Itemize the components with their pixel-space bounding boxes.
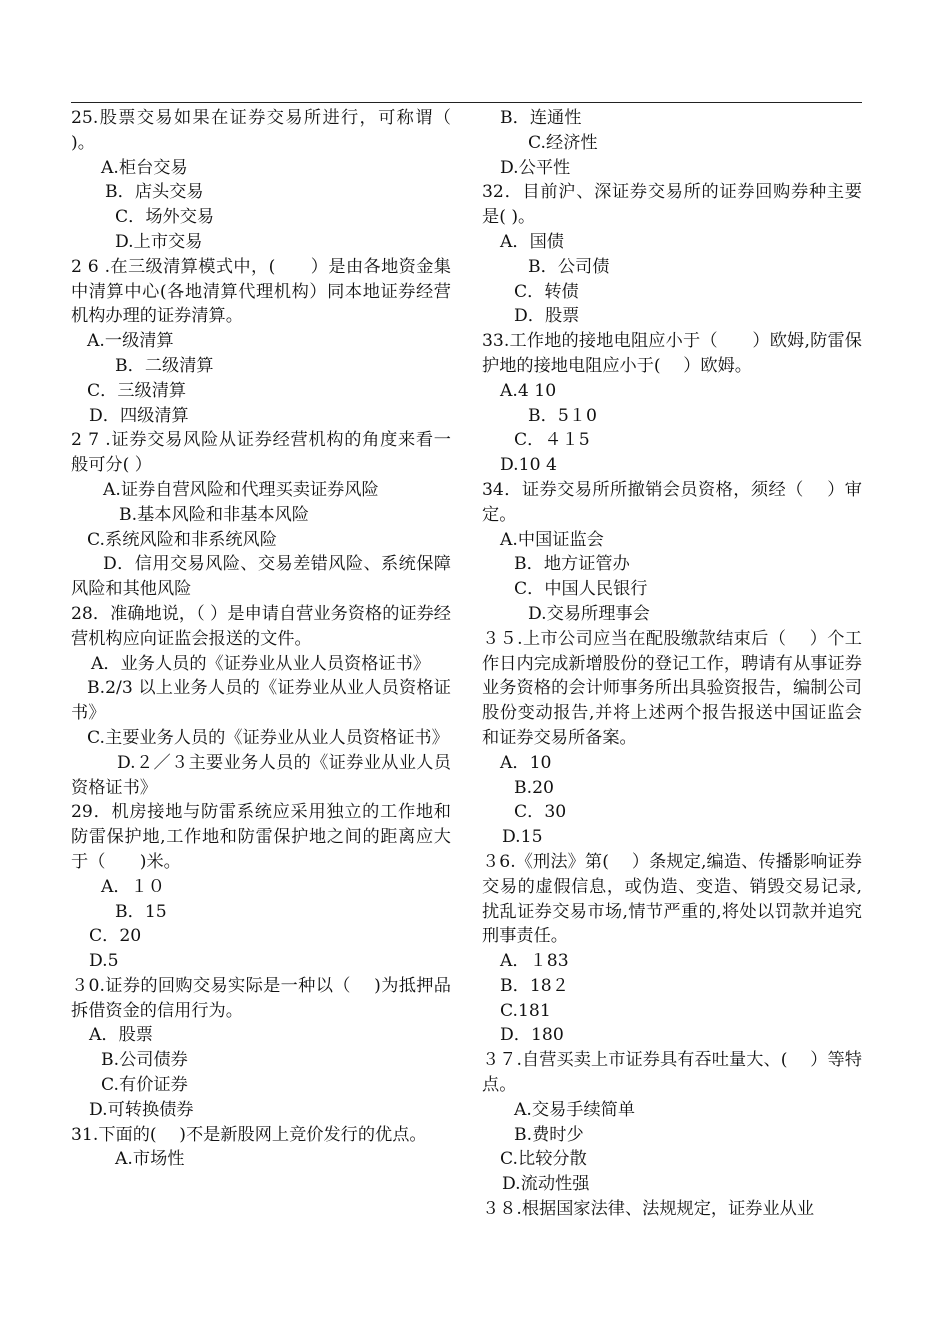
answer-option: C．30	[514, 802, 567, 823]
answer-option: B．二级清算	[115, 355, 214, 376]
answer-option: C．４１5	[514, 430, 590, 451]
answer-option: C．20	[89, 926, 142, 947]
question-text: 32．目前沪、深证券交易所的证券回购券种主要是( )。	[482, 182, 862, 228]
answer-option: C．场外交易	[115, 207, 215, 228]
answer-option: D.交易所理事会	[528, 603, 650, 624]
right-column	[482, 106, 862, 1222]
answer-option: D．信用交易风险、交易差错风险、系统保障风险和其他风险	[71, 554, 451, 600]
question-text: 31.下面的( )不是新股网上竞价发行的优点。	[71, 1124, 427, 1145]
answer-option: B．公司债	[528, 256, 610, 277]
answer-option: C.主要业务人员的《证券业从业人员资格证书》	[87, 727, 449, 748]
answer-option: A.中国证监会	[500, 529, 604, 550]
question-text: ３５.上市公司应当在配股缴款结束后（ ）个工作日内完成新增股份的登记工作，聘请有从事证券业务资格的会计师事务所出具验资报告，编制公司股份变动报告,并将上述两个报告报送中国证监会和证券交易所备案。	[482, 628, 862, 748]
answer-option: C．三级清算	[87, 380, 187, 401]
answer-option: A．１０	[101, 876, 165, 897]
question-text: 2 6 .在三级清算模式中，( ）是由各地资金集中清算中心(各地清算代理机构）同本地证券经营机构办理的证券清算。	[71, 256, 451, 327]
answer-option: A．股票	[89, 1025, 153, 1046]
answer-option: D．180	[500, 1025, 564, 1046]
answer-option: A.一级清算	[87, 331, 174, 352]
answer-option: B．5１0	[528, 405, 597, 426]
question-text: ３6.《刑法》第( ）条规定,编造、传播影响证券交易的虚假信息，或伪造、变造、销毁交易记录,扰乱证券交易市场,情节严重的,将处以罚款并追究刑事责任。	[482, 851, 862, 947]
question-text: 29．机房接地与防雷系统应采用独立的工作地和防雷保护地,工作地和防雷保护地之间的距离应大于（ )米。	[71, 802, 451, 872]
answer-option: A.4 10	[500, 380, 557, 401]
answer-option: D.15	[502, 827, 543, 848]
answer-option: B.费时少	[514, 1124, 584, 1145]
question-text: 33.工作地的接地电阻应小于（ ）欧姆,防雷保护地的接地电阻应小于( ）欧姆。	[482, 331, 862, 376]
answer-option: A．业务人员的《证券业从业人员资格证书》	[91, 653, 430, 674]
question-text: 2 7 .证券交易风险从证券经营机构的角度来看一般可分( ）	[71, 430, 451, 476]
answer-option: B．地方证管办	[514, 554, 630, 575]
answer-option: C.181	[500, 1000, 551, 1021]
question-text: ３７.自营买卖上市证券具有吞吐量大、( ）等特点。	[482, 1050, 862, 1096]
answer-option: C.经济性	[528, 132, 598, 153]
answer-option: B.20	[514, 777, 554, 798]
answer-option: D.上市交易	[115, 231, 203, 252]
answer-option: D.流动性强	[502, 1174, 590, 1195]
answer-option: B.2/3 以上业务人员的《证券业从业人员资格证书》	[71, 678, 451, 724]
answer-option: A.柜台交易	[101, 157, 188, 178]
answer-option: B.公司债券	[101, 1050, 188, 1071]
answer-option: D.公平性	[500, 157, 571, 178]
answer-option: B．15	[115, 901, 167, 922]
question-text: ３８.根据国家法律、法规规定，证券业从业	[482, 1199, 815, 1220]
answer-option: C.有价证券	[101, 1075, 188, 1096]
header-rule	[71, 102, 862, 103]
answer-option: D.5	[89, 951, 119, 972]
answer-option: B．店头交易	[105, 182, 204, 203]
answer-option: A.证券自营风险和代理买卖证券风险	[103, 479, 379, 500]
answer-option: A．10	[500, 752, 552, 773]
answer-option: D.10 4	[500, 455, 557, 476]
answer-option: B．连通性	[500, 108, 582, 128]
answer-option: C.比较分散	[500, 1149, 587, 1170]
answer-option: A.市场性	[115, 1149, 185, 1170]
answer-option: B.基本风险和非基本风险	[119, 504, 309, 525]
question-text: 25.股票交易如果在证券交易所进行，可称谓（ )。	[71, 108, 451, 153]
answer-option: D．四级清算	[89, 405, 189, 426]
answer-option: D.２／３主要业务人员的《证券业从业人员资格证书》	[71, 752, 451, 798]
answer-option: B．18２	[500, 975, 569, 996]
answer-option: A．国债	[500, 231, 564, 252]
left-column	[71, 106, 451, 1172]
answer-option: A．１83	[500, 951, 569, 972]
answer-option: C．中国人民银行	[514, 579, 648, 600]
answer-option: D.可转换债券	[89, 1099, 194, 1120]
answer-option: D．股票	[514, 306, 580, 327]
question-text: 34．证券交易所所撤销会员资格，须经（ ）审定。	[482, 479, 862, 525]
answer-option: C.系统风险和非系统风险	[87, 529, 277, 550]
answer-option: C．转债	[514, 281, 579, 302]
question-text: ３0.证券的回购交易实际是一种以（ )为抵押品拆借资金的信用行为。	[71, 975, 451, 1021]
question-text: 28．准确地说，（ ）是申请自营业务资格的证券经营机构应向证监会报送的文件。	[71, 603, 451, 649]
answer-option: A.交易手续简单	[514, 1099, 636, 1120]
